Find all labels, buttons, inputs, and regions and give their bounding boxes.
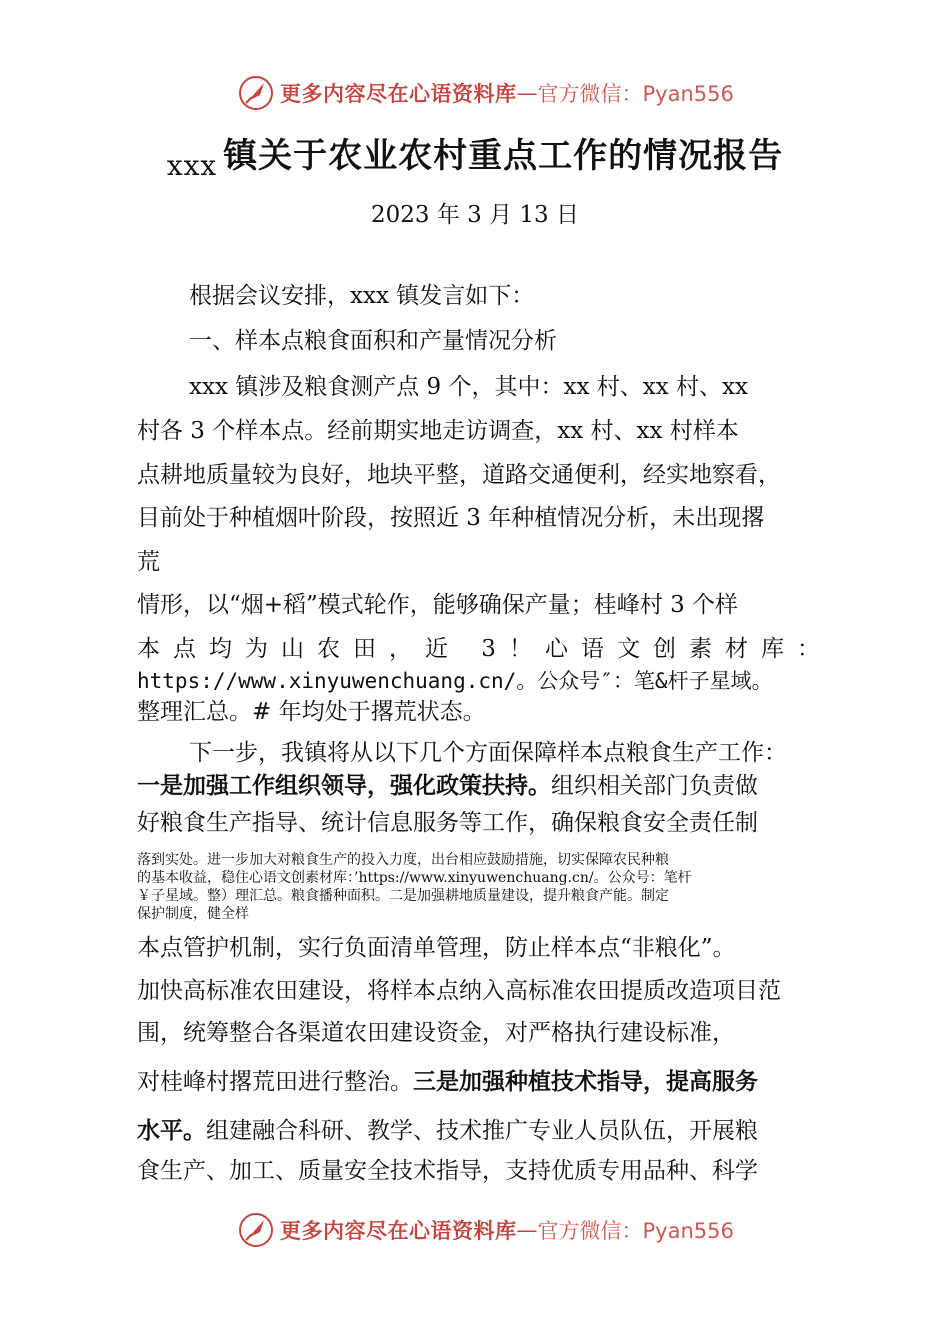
small-text-line: ￥子星域。整）理汇总。粮食播种面积。二是加强耕地质量建设，提升粮食产能。制定 [137,888,669,904]
paragraph-line: 好粮食生产指导、统计信息服务等工作，确保粮食安全责任制 [137,810,758,836]
quill-logo-icon [238,1212,274,1248]
document-title [0,128,950,182]
paragraph-line [137,1118,758,1146]
watermark-contact: 官方微信：Pyan556 [537,82,734,106]
paragraph-line: 目前处于种植烟叶阶段，按照近 3 年种植情况分析，未出现撂 [137,505,765,531]
paragraph-line: 荒 [137,549,160,575]
small-text-line: 保护制度，健全样 [137,906,249,922]
paragraph-line: 点耕地质量较为良好，地块平整，道路交通便利，经实地察看， [137,462,781,488]
small-text-block [137,851,827,923]
watermark-separator: — [516,1218,538,1242]
watermark-text: 更多内容尽在心语资料库 [280,1219,517,1243]
paragraph-line: 整理汇总。# 年均处于撂荒状态。 [137,699,486,725]
paragraph-line [137,773,758,801]
paragraph-line: 本点管护机制，实行负面清单管理，防止样本点“非粮化”。 [137,935,736,961]
title-main: 镇关于农业农村重点工作的情况报告 [223,136,784,176]
document-date: 2023 年 3 月 13 日 [371,202,579,228]
small-text-line: 落到实处。进一步加大对粮食生产的投入力度，出台相应鼓励措施，切实保障农民种粮 [137,852,669,868]
watermark-contact: 官方微信：Pyan556 [537,1219,734,1243]
paragraph-line: 加快高标准农田建设，将样本点纳入高标准农田提质改造项目范 [137,978,781,1004]
paragraph-line: 下一步，我镇将从以下几个方面保障样本点粮食生产工作： [189,740,787,766]
emphasis-heading: 水平。 [137,1118,206,1144]
watermark-header [238,73,734,113]
emphasis-heading: 三是加强种植技术指导，提高服务 [413,1069,758,1095]
paragraph-line: https://www.xinyuwenchuang.cn/。公众号″：笔&杆子星域。 [137,669,773,693]
paragraph-line: xxx 镇涉及粮食测产点 9 个，其中：xx 村、xx 村、xx [189,374,748,400]
paragraph-line: 根据会议安排，xxx 镇发言如下： [189,283,535,309]
paragraph-text: 组织相关部门负责做 [551,773,758,799]
watermark-footer [238,1210,734,1250]
small-text-line: 的基本收益，稳住心语文创素材库：’https://www.xinyuwenchuang.cn/。公众号：笔杆 [137,870,692,886]
paragraph-text: 组建融合科研、教学、技术推广专业人员队伍，开展粮 [206,1118,758,1144]
title-prefix: xxx [166,149,218,182]
paragraph-line: 围，统筹整合各渠道农田建设资金，对严格执行建设标准， [137,1020,735,1046]
quill-logo-icon [238,75,274,111]
watermark-text: 更多内容尽在心语资料库 [280,82,517,106]
paragraph-line: 村各 3 个样本点。经前期实地走访调查，xx 村、xx 村样本 [137,418,739,444]
emphasis-heading: 一是加强工作组织领导，强化政策扶持。 [137,773,551,799]
paragraph-line: 情形，以“烟+稻”模式轮作，能够确保产量；桂峰村 3 个样 [137,592,739,618]
section-heading: 一、样本点粮食面积和产量情况分析 [189,328,557,354]
paragraph-line: 食生产、加工、质量安全技术指导，支持优质专用品种、科学 [137,1158,758,1184]
watermark-separator: — [516,81,538,105]
paragraph-line [137,1069,758,1097]
paragraph-text: 对桂峰村撂荒田进行整治。 [137,1069,413,1095]
paragraph-line: 本点均为山农田，近 3！心语文创素材库： [137,636,833,662]
